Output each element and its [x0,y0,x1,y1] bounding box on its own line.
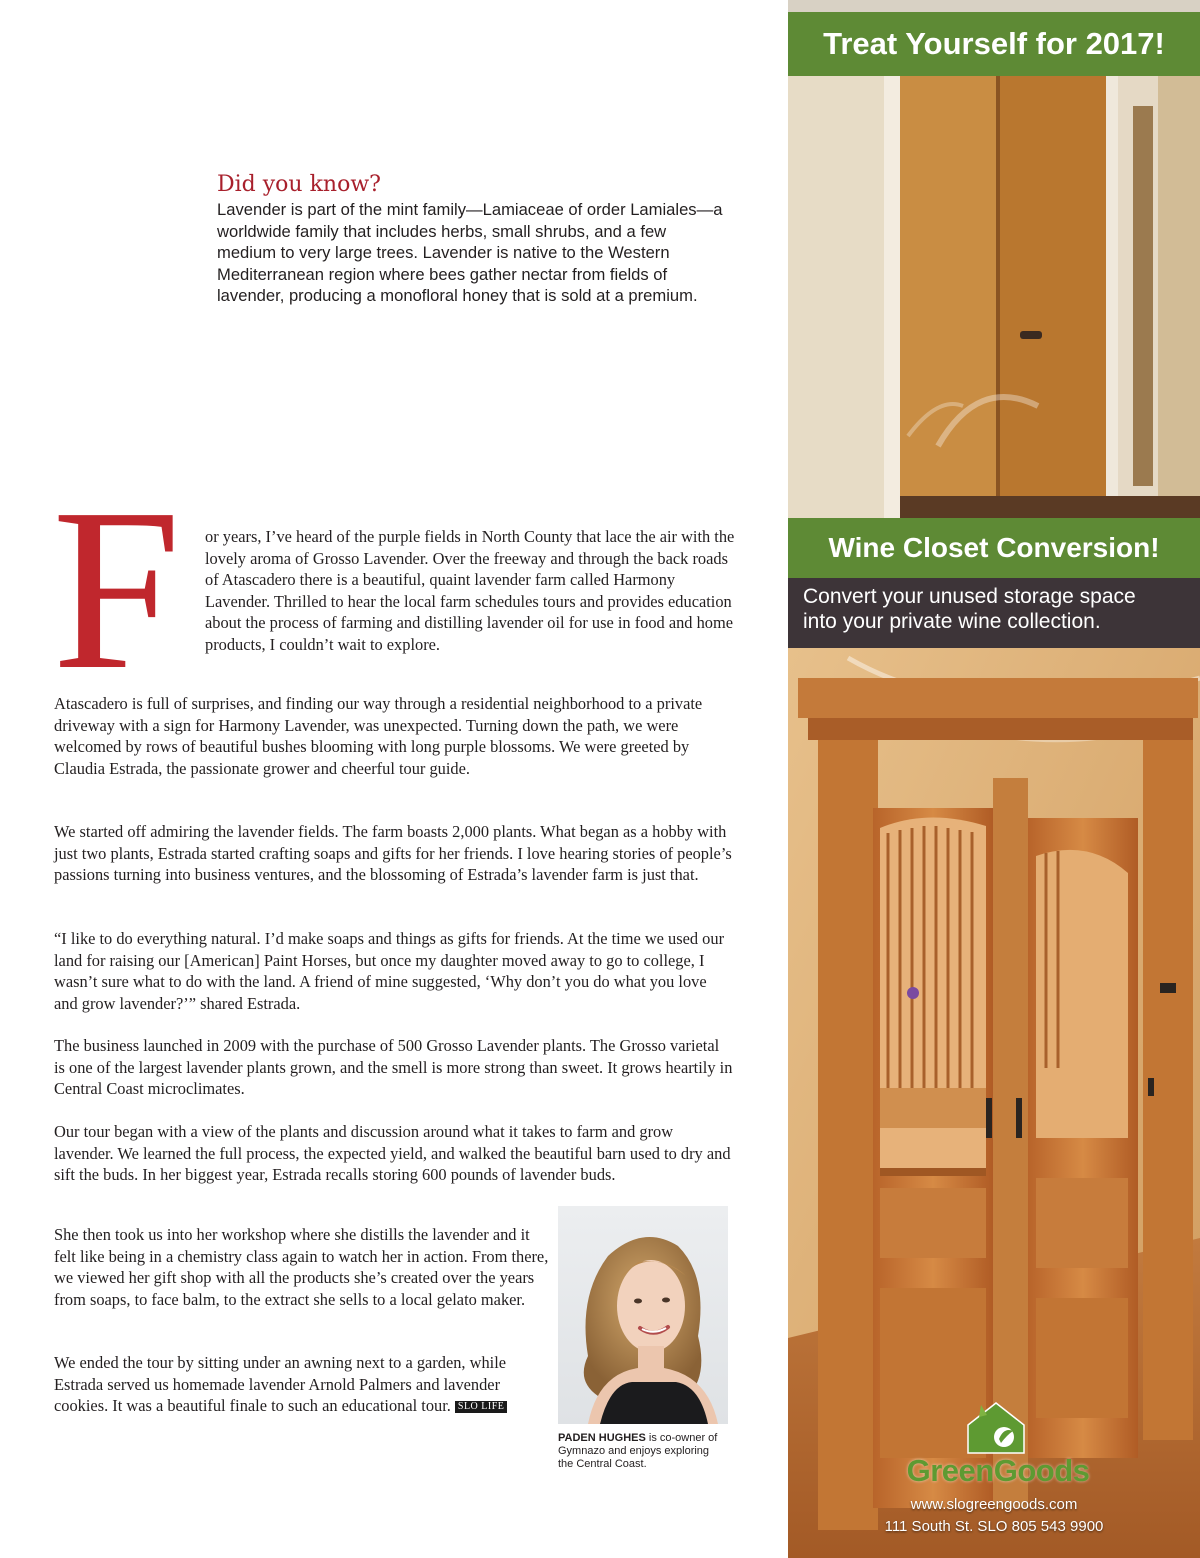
lead-paragraph: or years, I’ve heard of the purple fields in North County that lace the air with the lovely aroma of Grosso Lavender. Over the freeway and through the back roads of Atascadero there is a beautiful, quaint lavender farm called Harmony Lavender. Thrilled to hear the local farm schedules tours and provides education about the process of farming and distilling lavender oil for use in food and home products, I couldn’t wait to explore. [205,527,735,654]
greengoods-house-icon [883,1395,1113,1455]
ad-headline: Treat Yourself for 2017! [788,12,1200,76]
author-photo [558,1206,728,1424]
slo-life-end-mark: SLO LIFE [455,1401,508,1413]
greengoods-logo [883,1395,1113,1488]
article-paragraph: “I like to do everything natural. I’d make soaps and things as gifts for friends. At the time we used our land for raising our [American] Paint Horses, but once my daughter moved away to go to college, I wasn’t sure what to do with the land. A friend of mine suggested, ‘Why don’t you do what you love and grow lavender?’” shared Estrada. [54,929,725,1013]
article-paragraph: Atascadero is full of surprises, and finding our way through a residential neighborhood to a private driveway with a sign for Harmony Lavender, was unexpected. Turning down the path, we were welcomed by rows of beautiful bushes blooming with long purple blossoms. We were greeted by Claudia Estrada, the passionate grower and cheerful tour guide. [54,694,703,778]
ad-subhead: Wine Closet Conversion! [788,518,1200,578]
closet-before-photo [788,76,1200,518]
greengoods-wordmark: GreenGoods [906,1453,1090,1488]
article-paragraph: The business launched in 2009 with the purchase of 500 Grosso Lavender plants. The Grosso varietal is one of the largest lavender plants grown, and the smell is more strong than sweet. It grows heartily in Central Coast microclimates. [54,1036,733,1098]
ad-tagline-line2: into your private wine collection. [803,610,1101,633]
article-paragraph: Our tour began with a view of the plants and discussion around what it takes to farm and grow lavender. We learned the full process, the expected yield, and walked the beautiful barn used to dry and sift the buds. In her biggest year, Estrada recalls storing 600 pounds of lavender buds. [54,1122,731,1184]
ad-tagline [788,578,1200,648]
greengoods-advertisement[interactable] [788,0,1200,1558]
ad-address-phone: 111 South St. SLO 805 543 9900 [884,1518,1104,1535]
author-name: PADEN HUGHES [558,1432,646,1444]
article-paragraph: We started off admiring the lavender fields. The farm boasts 2,000 plants. What began as a hobby with just two plants, Estrada started crafting soaps and gifts for her friends. I love hearing stories of people’s passions turning into business ventures, and the blossoming of Estrada’s lavender farm is just that. [54,822,732,884]
did-you-know-box [217,172,727,307]
author-bio-text: is co-owner of Gymnazo and enjoys exploring the Central Coast. [558,1432,718,1470]
drop-cap: F [52,461,182,718]
did-you-know-body: Lavender is part of the mint family—Lamiaceae of order Lamiales—a worldwide family that includes herbs, small shrubs, and a few medium to very large trees. Lavender is native to the Western Mediterranean region where bees gather nectar from fields of lavender, producing a monofloral honey that is sold at a premium. [217,200,723,305]
ad-tagline-line1: Convert your unused storage space [803,585,1136,608]
author-bio [558,1432,718,1471]
article-paragraph: She then took us into her workshop where she distills the lavender and it felt like being in a chemistry class again to watch her in action. From there, we viewed her gift shop with all the products she’s created over the years from soaps, to face balm, to the extract she sells to a local gelato maker. [54,1225,549,1309]
did-you-know-title: Did you know? [217,172,381,197]
ad-website[interactable]: www.slogreengoods.com [910,1496,1078,1513]
article-paragraph-text: We ended the tour by sitting under an awning next to a garden, while Estrada served us homemade lavender Arnold Palmers and lavender cookies. It was a beautiful finale to such an educational tour. [54,1353,507,1415]
article-final-paragraph [54,1352,554,1417]
